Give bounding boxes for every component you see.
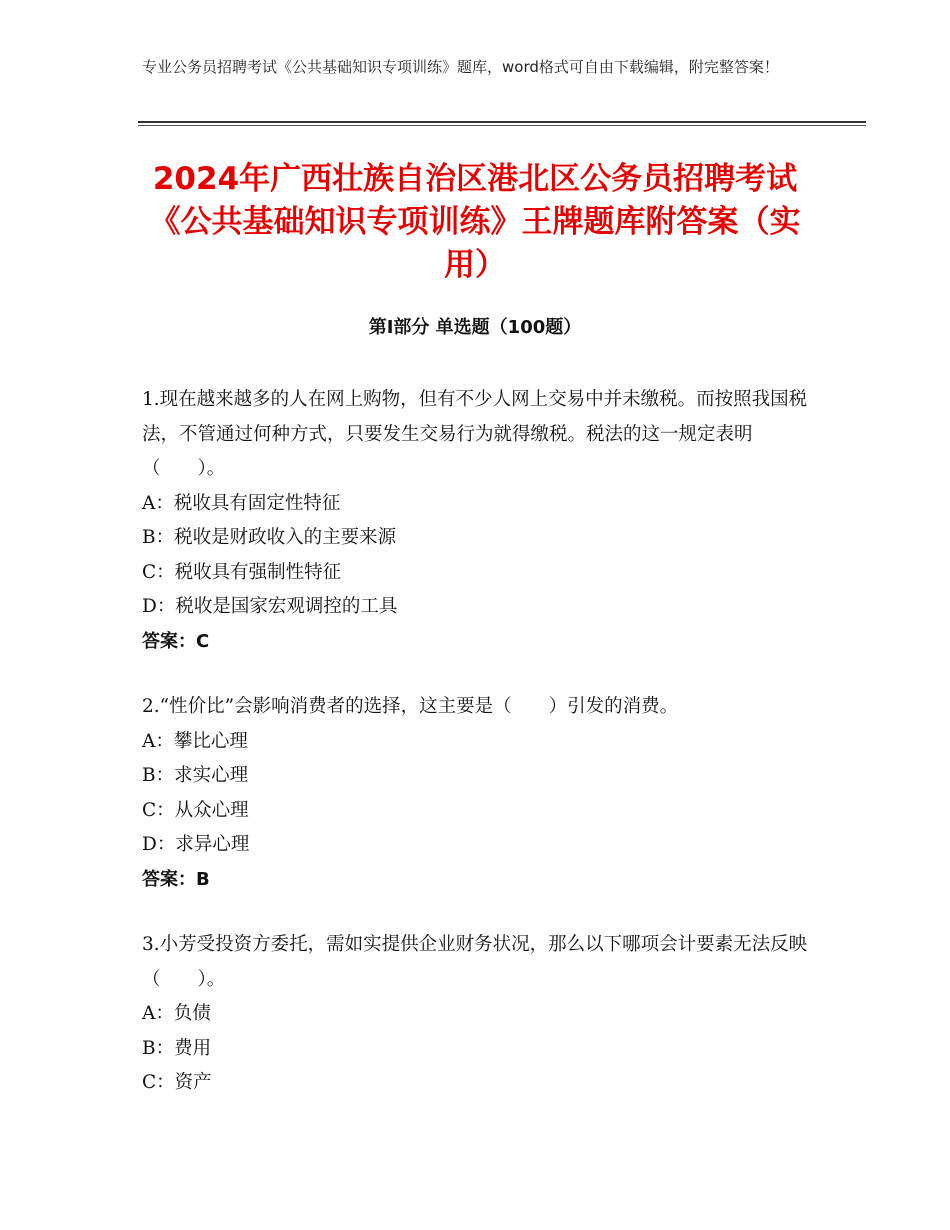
question-list <box>142 383 822 1132</box>
question-3 <box>142 928 822 1101</box>
option-a: A：负债 <box>142 1003 211 1024</box>
document-title: 2024年广西壮族自治区港北区公务员招聘考试《公共基础知识专项训练》王牌题库附答案（实用） <box>149 161 801 283</box>
question-1 <box>142 383 822 659</box>
header-divider-thin <box>138 125 866 126</box>
option-a: A：攀比心理 <box>142 730 248 752</box>
option-c: C：税收具有强制性特征 <box>142 561 342 583</box>
option-a: A：税收具有固定性特征 <box>142 492 341 514</box>
answer-label: 答案：C <box>142 630 210 652</box>
section-heading: 第I部分 单选题（100题） <box>368 317 582 338</box>
option-c: C：从众心理 <box>142 799 249 821</box>
header-divider-thick <box>138 121 866 123</box>
option-c: C：资产 <box>142 1072 212 1093</box>
question-2 <box>142 690 822 897</box>
question-stem: 3.小芳受投资方委托，需如实提供企业财务状况，那么以下哪项会计要素无法反映（ ）。 <box>142 934 808 990</box>
header-note: 专业公务员招聘考试《公共基础知识专项训练》题库，word格式可自由下载编辑，附完整答案！ <box>142 58 779 76</box>
question-stem: 1.现在越来越多的人在网上购物，但有不少人网上交易中并未缴税。而按照我国税法，不管通过何种方式，只要发生交易行为就得缴税。税法的这一规定表明（ ）。 <box>142 389 808 479</box>
question-stem: 2.“性价比”会影响消费者的选择，这主要是（ ）引发的消费。 <box>142 696 679 717</box>
option-b: B：费用 <box>142 1037 212 1059</box>
option-d: D：税收是国家宏观调控的工具 <box>142 596 398 617</box>
option-b: B：税收是财政收入的主要来源 <box>142 527 397 548</box>
option-d: D：求异心理 <box>142 834 250 855</box>
option-b: B：求实心理 <box>142 765 249 786</box>
answer-label: 答案：B <box>142 868 210 890</box>
